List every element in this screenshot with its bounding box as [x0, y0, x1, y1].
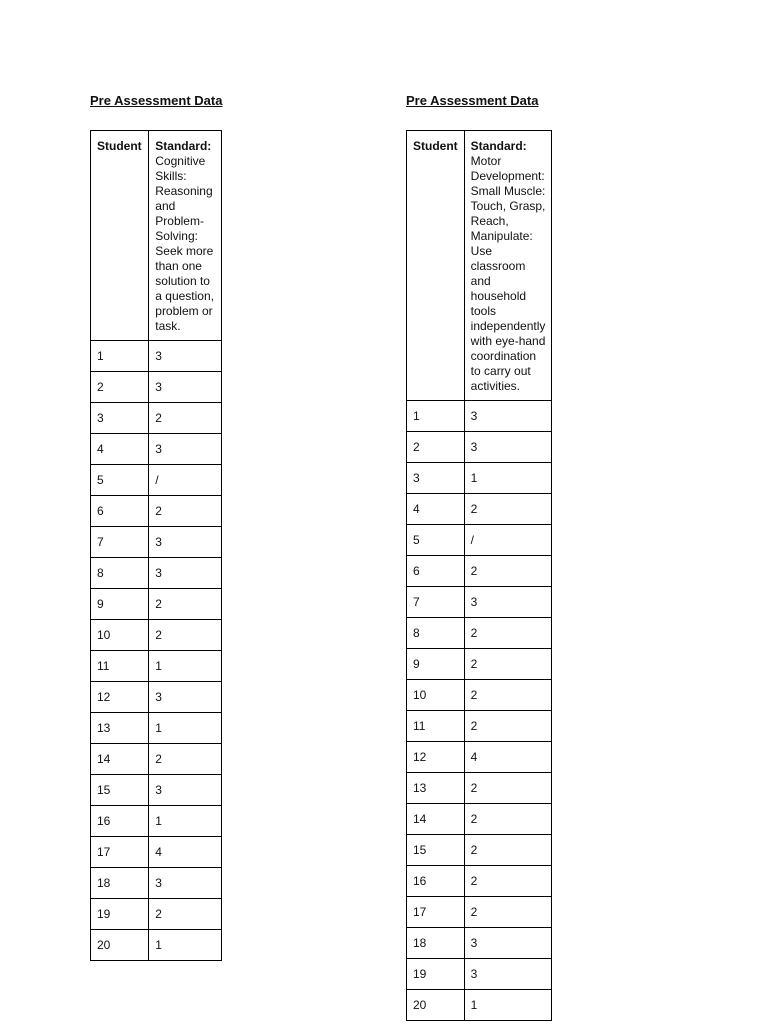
- table-row: [91, 558, 222, 589]
- table-row: [91, 403, 222, 434]
- left-student-header-label: Student: [97, 139, 142, 153]
- table-row: [407, 463, 552, 494]
- score-cell: 3: [464, 401, 552, 432]
- score-cell: 2: [149, 744, 222, 775]
- student-number-cell: 10: [407, 680, 465, 711]
- score-cell: 2: [464, 866, 552, 897]
- student-number-cell: 20: [407, 990, 465, 1021]
- student-number-cell: 9: [91, 589, 149, 620]
- student-number-cell: 4: [407, 494, 465, 525]
- student-number-cell: 6: [91, 496, 149, 527]
- student-number-cell: 9: [407, 649, 465, 680]
- table-row: [407, 618, 552, 649]
- table-row: [91, 434, 222, 465]
- table-row: [91, 899, 222, 930]
- table-row: [91, 713, 222, 744]
- student-number-cell: 16: [407, 866, 465, 897]
- student-number-cell: 5: [91, 465, 149, 496]
- table-row: [407, 959, 552, 990]
- score-cell: 3: [464, 587, 552, 618]
- table-row: [91, 527, 222, 558]
- score-cell: 2: [464, 773, 552, 804]
- student-number-cell: 2: [91, 372, 149, 403]
- table-row: [407, 587, 552, 618]
- student-number-cell: 10: [91, 620, 149, 651]
- right-header-row: [407, 131, 552, 401]
- score-cell: 3: [149, 775, 222, 806]
- table-row: [407, 494, 552, 525]
- left-header-row: [91, 131, 222, 341]
- table-row: [91, 620, 222, 651]
- score-cell: 3: [464, 928, 552, 959]
- score-cell: 2: [464, 897, 552, 928]
- table-row: [407, 928, 552, 959]
- score-cell: 3: [149, 527, 222, 558]
- right-standard-label: Standard:: [470, 139, 527, 153]
- student-number-cell: 12: [407, 742, 465, 773]
- score-cell: 4: [464, 742, 552, 773]
- table-row: [407, 742, 552, 773]
- left-assessment-block: [90, 92, 223, 952]
- student-number-cell: 17: [407, 897, 465, 928]
- right-student-header-label: Student: [413, 139, 458, 153]
- student-number-cell: 18: [91, 868, 149, 899]
- table-row: [407, 556, 552, 587]
- score-cell: 3: [149, 341, 222, 372]
- student-number-cell: 3: [407, 463, 465, 494]
- score-cell: 2: [464, 556, 552, 587]
- right-assessment-table: [406, 130, 552, 1021]
- student-number-cell: 8: [91, 558, 149, 589]
- left-student-header: [91, 131, 149, 341]
- right-standard-header: [464, 131, 552, 401]
- table-row: [91, 589, 222, 620]
- left-heading: Pre Assessment Data: [90, 93, 223, 108]
- score-cell: 2: [149, 620, 222, 651]
- left-standard-header: [149, 131, 222, 341]
- student-number-cell: 4: [91, 434, 149, 465]
- table-row: [91, 651, 222, 682]
- student-number-cell: 5: [407, 525, 465, 556]
- score-cell: 4: [149, 837, 222, 868]
- student-number-cell: 20: [91, 930, 149, 961]
- score-cell: 2: [464, 680, 552, 711]
- table-row: [407, 680, 552, 711]
- table-row: [407, 835, 552, 866]
- table-row: [91, 465, 222, 496]
- left-standard-description: Cognitive Skills: Reasoning and Problem-Solving: Seek more than one solution to a question, problem or task.: [155, 154, 214, 333]
- student-number-cell: 11: [407, 711, 465, 742]
- table-row: [407, 711, 552, 742]
- student-number-cell: 7: [91, 527, 149, 558]
- student-number-cell: 14: [407, 804, 465, 835]
- score-cell: 2: [464, 804, 552, 835]
- table-row: [91, 341, 222, 372]
- student-number-cell: 13: [91, 713, 149, 744]
- score-cell: 2: [464, 835, 552, 866]
- right-heading: Pre Assessment Data: [406, 93, 539, 108]
- student-number-cell: 19: [91, 899, 149, 930]
- score-cell: 3: [149, 372, 222, 403]
- student-number-cell: 6: [407, 556, 465, 587]
- score-cell: 2: [464, 618, 552, 649]
- table-row: [407, 525, 552, 556]
- left-standard-label: Standard:: [155, 139, 212, 153]
- student-number-cell: 7: [407, 587, 465, 618]
- table-row: [407, 897, 552, 928]
- score-cell: 1: [149, 713, 222, 744]
- right-assessment-block: [406, 92, 546, 1012]
- score-cell: 2: [464, 649, 552, 680]
- table-row: [91, 744, 222, 775]
- right-student-header: [407, 131, 465, 401]
- score-cell: /: [464, 525, 552, 556]
- student-number-cell: 18: [407, 928, 465, 959]
- student-number-cell: 19: [407, 959, 465, 990]
- score-cell: /: [149, 465, 222, 496]
- score-cell: 1: [464, 990, 552, 1021]
- student-number-cell: 15: [91, 775, 149, 806]
- score-cell: 2: [464, 494, 552, 525]
- score-cell: 2: [149, 496, 222, 527]
- table-row: [407, 990, 552, 1021]
- score-cell: 2: [464, 711, 552, 742]
- table-row: [91, 837, 222, 868]
- score-cell: 1: [149, 930, 222, 961]
- table-row: [407, 649, 552, 680]
- table-row: [91, 682, 222, 713]
- score-cell: 1: [464, 463, 552, 494]
- student-number-cell: 13: [407, 773, 465, 804]
- score-cell: 2: [149, 589, 222, 620]
- table-row: [407, 804, 552, 835]
- student-number-cell: 1: [407, 401, 465, 432]
- score-cell: 2: [149, 403, 222, 434]
- table-row: [91, 775, 222, 806]
- table-row: [91, 930, 222, 961]
- table-row: [91, 496, 222, 527]
- score-cell: 1: [149, 651, 222, 682]
- student-number-cell: 14: [91, 744, 149, 775]
- score-cell: 2: [149, 899, 222, 930]
- left-table-body: [91, 341, 222, 961]
- table-row: [407, 773, 552, 804]
- student-number-cell: 8: [407, 618, 465, 649]
- left-assessment-table: [90, 130, 222, 961]
- score-cell: 3: [149, 868, 222, 899]
- student-number-cell: 12: [91, 682, 149, 713]
- table-row: [91, 806, 222, 837]
- score-cell: 3: [464, 432, 552, 463]
- student-number-cell: 17: [91, 837, 149, 868]
- score-cell: 1: [149, 806, 222, 837]
- right-table-body: [407, 401, 552, 1021]
- right-standard-description: Motor Development: Small Muscle: Touch, Grasp, Reach, Manipulate: Use classroom and household tools independently with eye-hand coordination to carry out activities.: [470, 154, 546, 393]
- table-row: [407, 432, 552, 463]
- student-number-cell: 11: [91, 651, 149, 682]
- table-row: [407, 866, 552, 897]
- score-cell: 3: [149, 558, 222, 589]
- table-row: [91, 868, 222, 899]
- student-number-cell: 15: [407, 835, 465, 866]
- score-cell: 3: [149, 434, 222, 465]
- score-cell: 3: [464, 959, 552, 990]
- table-row: [407, 401, 552, 432]
- table-row: [91, 372, 222, 403]
- student-number-cell: 16: [91, 806, 149, 837]
- score-cell: 3: [149, 682, 222, 713]
- student-number-cell: 2: [407, 432, 465, 463]
- student-number-cell: 3: [91, 403, 149, 434]
- student-number-cell: 1: [91, 341, 149, 372]
